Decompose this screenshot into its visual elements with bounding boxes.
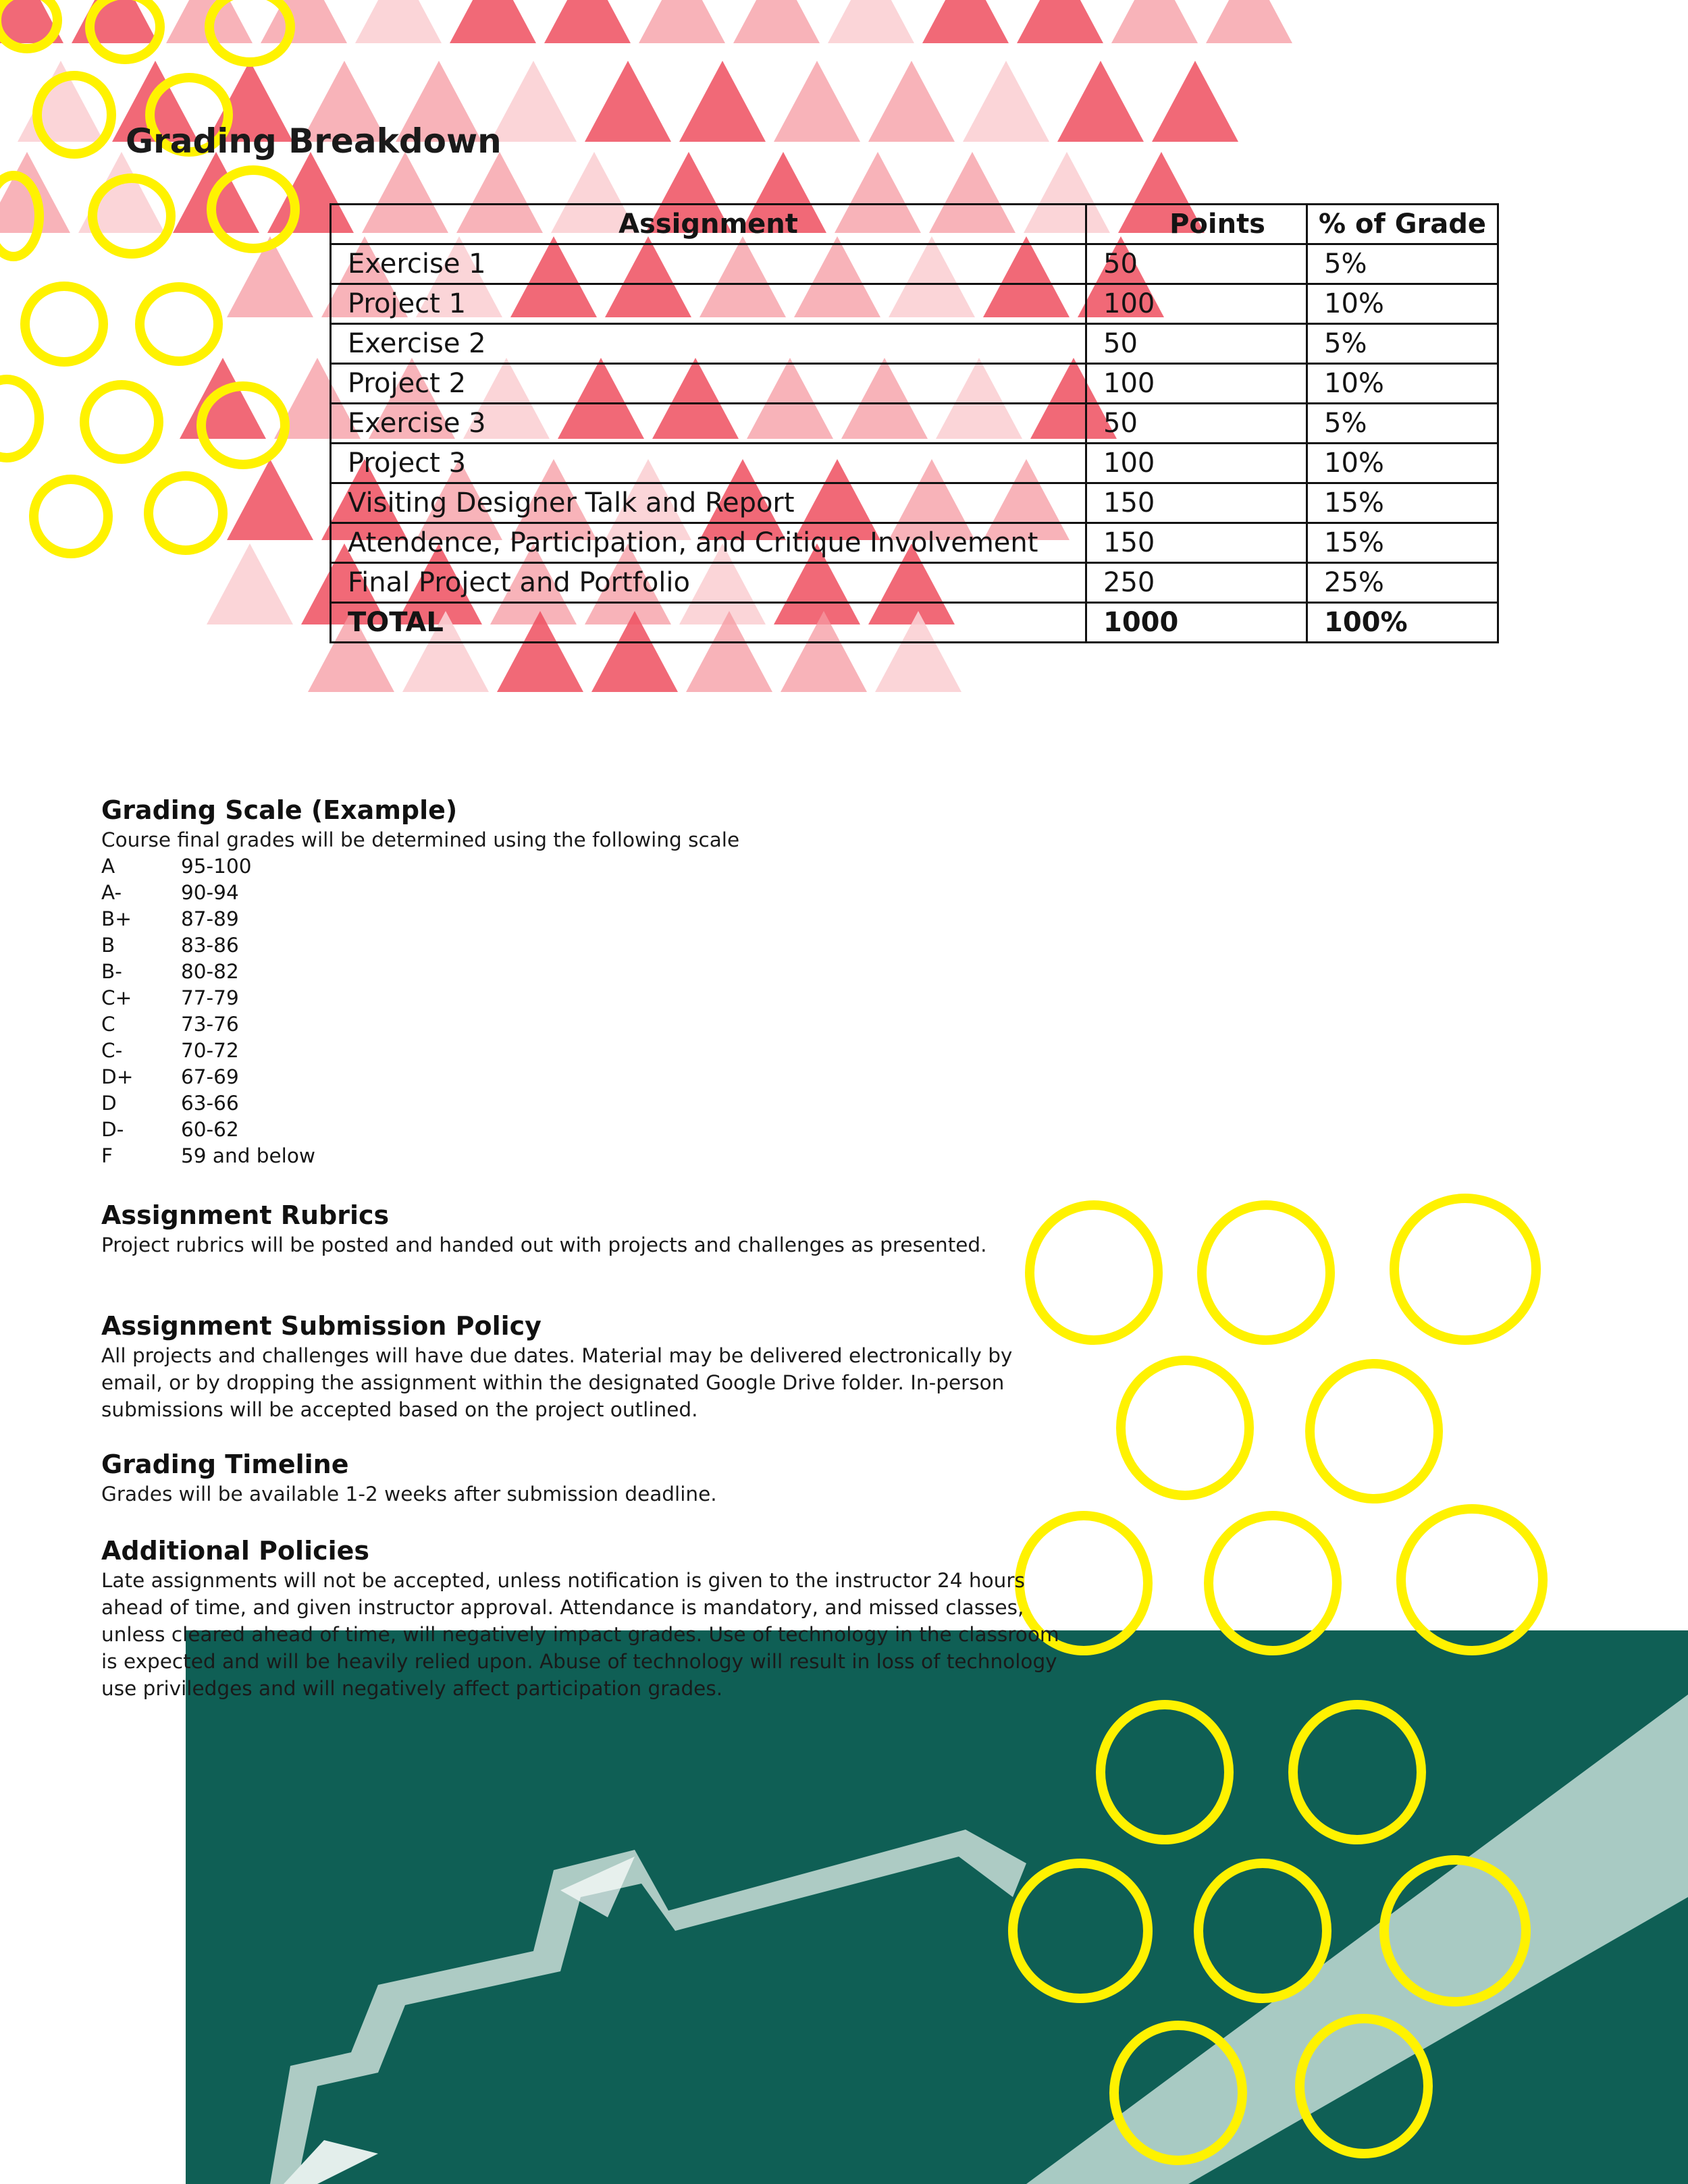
cell-points: 100 xyxy=(1086,284,1307,324)
additional-policies-title: Additional Policies xyxy=(101,1536,370,1566)
yellow-circle-shape xyxy=(1401,1509,1543,1651)
header-assignment: Assignment xyxy=(331,205,1086,244)
cell-percent: 10% xyxy=(1307,284,1498,324)
cell-points: 50 xyxy=(1086,244,1307,284)
rubrics-section xyxy=(101,1199,1074,1258)
rubrics-body: Project rubrics will be posted and handed out with projects and challenges as presented. xyxy=(101,1233,987,1256)
list-item xyxy=(101,959,1074,985)
list-item xyxy=(101,932,1074,959)
grading-breakdown-table xyxy=(329,203,1499,643)
cell-assignment: Final Project and Portfolio xyxy=(331,563,1086,603)
triangle-shape xyxy=(355,0,442,43)
grade-range: 60-62 xyxy=(181,1118,239,1141)
grade-letter: A- xyxy=(101,881,122,904)
triangle-shape xyxy=(733,0,820,43)
table-total-row xyxy=(331,603,1498,643)
grade-range: 73-76 xyxy=(181,1013,239,1036)
grade-range: 80-82 xyxy=(181,960,239,983)
triangle-shape xyxy=(639,0,725,43)
triangle-shape xyxy=(490,61,577,142)
grade-letter: C xyxy=(101,1013,115,1036)
grade-range: 90-94 xyxy=(181,881,239,904)
list-item xyxy=(101,1038,1074,1064)
yellow-circle-shape xyxy=(1121,1360,1249,1495)
grading-timeline-section xyxy=(101,1448,1074,1508)
grade-letter: D+ xyxy=(101,1065,134,1088)
list-item xyxy=(101,1143,1074,1169)
cell-points: 250 xyxy=(1086,563,1307,603)
list-item xyxy=(101,1117,1074,1143)
submission-policy-section xyxy=(101,1310,1074,1423)
triangle-shape xyxy=(1152,61,1238,142)
grade-letter: C+ xyxy=(101,986,132,1009)
grade-range: 77-79 xyxy=(181,986,239,1009)
additional-policies-body: Late assignments will not be accepted, unless notification is given to the instructor 24 hours ahead of time, and given instructor approval. Attendance is mandatory, and missed classes, unless cleared ahead of time, will negatively impact grades. Use of technology in the classroom is expected and will be heavily relied upon. Abuse of technology will result in loss of technology use priviledges and will negatively affect participation grades. xyxy=(101,1569,1059,1700)
grading-scale-title: Grading Scale (Example) xyxy=(101,795,458,825)
grading-scale-intro: Course final grades will be determined using the following scale xyxy=(101,828,740,851)
grade-range: 63-66 xyxy=(181,1092,239,1115)
grade-letter: C- xyxy=(101,1039,123,1062)
cell-points: 100 xyxy=(1086,364,1307,404)
cell-assignment: Project 1 xyxy=(331,284,1086,324)
cell-percent: 10% xyxy=(1307,444,1498,483)
triangle-shape xyxy=(1111,0,1198,43)
grade-letter: A xyxy=(101,855,115,878)
triangle-shape xyxy=(227,459,313,540)
triangle-shape xyxy=(828,0,914,43)
cell-points: 150 xyxy=(1086,483,1307,523)
yellow-circle-shape xyxy=(34,479,108,554)
grade-letter: B+ xyxy=(101,907,132,930)
submission-policy-body: All projects and challenges will have due dates. Material may be delivered electronically by email, or by dropping the assignment within the designated Google Drive folder. In-person submissions will be accepted based on the project outlined. xyxy=(101,1344,1013,1421)
list-item xyxy=(101,880,1074,906)
triangle-shape xyxy=(1206,0,1292,43)
grade-range: 83-86 xyxy=(181,934,239,957)
triangle-shape xyxy=(963,61,1049,142)
yellow-circle-shape xyxy=(149,476,223,550)
table-header-row xyxy=(331,205,1498,244)
cell-assignment: Project 2 xyxy=(331,364,1086,404)
triangle-shape xyxy=(544,0,631,43)
cell-percent: 5% xyxy=(1307,324,1498,364)
grade-range: 95-100 xyxy=(181,855,252,878)
cell-assignment: Exercise 3 xyxy=(331,404,1086,444)
cell-percent: 5% xyxy=(1307,244,1498,284)
list-item xyxy=(101,985,1074,1011)
yellow-circle-shape xyxy=(140,287,218,361)
yellow-circle-shape xyxy=(84,385,159,459)
triangle-shape xyxy=(1057,61,1144,142)
triangle-shape xyxy=(1017,0,1103,43)
table-row xyxy=(331,284,1498,324)
list-item xyxy=(101,1011,1074,1038)
cell-assignment: Visiting Designer Talk and Report xyxy=(331,483,1086,523)
cell-assignment: Atendence, Participation, and Critique Involvement xyxy=(331,523,1086,563)
grade-range: 70-72 xyxy=(181,1039,239,1062)
header-percent: % of Grade xyxy=(1307,205,1498,244)
list-item xyxy=(101,1090,1074,1117)
yellow-circle-shape xyxy=(1310,1364,1438,1499)
list-item xyxy=(101,853,1074,880)
cell-points: 50 xyxy=(1086,324,1307,364)
grading-timeline-title: Grading Timeline xyxy=(101,1449,349,1479)
grade-range: 87-89 xyxy=(181,907,239,930)
triangle-shape xyxy=(679,61,766,142)
yellow-circle-shape xyxy=(1394,1198,1536,1340)
triangle-shape xyxy=(180,358,266,439)
triangle-shape xyxy=(72,0,158,43)
grade-letter: B- xyxy=(101,960,122,983)
triangle-shape xyxy=(585,61,671,142)
grade-letter: B xyxy=(101,934,115,957)
grade-letter: D- xyxy=(101,1118,124,1141)
grade-letter: D xyxy=(101,1092,117,1115)
cell-points: 100 xyxy=(1086,444,1307,483)
table-row xyxy=(331,364,1498,404)
cell-percent: 15% xyxy=(1307,483,1498,523)
list-item xyxy=(101,1064,1074,1090)
additional-policies-section xyxy=(101,1535,1074,1702)
yellow-circle-shape xyxy=(25,286,103,362)
cell-assignment: Project 3 xyxy=(331,444,1086,483)
grade-range: 67-69 xyxy=(181,1065,239,1088)
grading-breakdown-title: Grading Breakdown xyxy=(126,122,502,161)
header-points: Points xyxy=(1086,205,1307,244)
cell-percent: 10% xyxy=(1307,364,1498,404)
cell-points: 50 xyxy=(1086,404,1307,444)
yellow-circle-shape xyxy=(0,379,39,458)
triangle-shape xyxy=(450,0,536,43)
table-row xyxy=(331,523,1498,563)
yellow-circle-shape xyxy=(1202,1205,1330,1340)
list-item xyxy=(101,906,1074,932)
total-label: TOTAL xyxy=(331,603,1086,643)
table-row xyxy=(331,324,1498,364)
triangle-shape xyxy=(207,543,293,624)
cell-assignment: Exercise 1 xyxy=(331,244,1086,284)
cell-assignment: Exercise 2 xyxy=(331,324,1086,364)
cell-percent: 15% xyxy=(1307,523,1498,563)
submission-policy-title: Assignment Submission Policy xyxy=(101,1311,542,1341)
triangle-shape xyxy=(18,61,104,142)
grade-range: 59 and below xyxy=(181,1144,316,1167)
cell-percent: 5% xyxy=(1307,404,1498,444)
table-row xyxy=(331,404,1498,444)
grading-timeline-body: Grades will be available 1-2 weeks after submission deadline. xyxy=(101,1483,717,1506)
grade-letter: F xyxy=(101,1144,113,1167)
table-row xyxy=(331,244,1498,284)
table-row xyxy=(331,444,1498,483)
cell-percent: 25% xyxy=(1307,563,1498,603)
triangle-shape xyxy=(922,0,1009,43)
cell-points: 150 xyxy=(1086,523,1307,563)
rubrics-title: Assignment Rubrics xyxy=(101,1200,390,1230)
total-points: 1000 xyxy=(1086,603,1307,643)
table-row xyxy=(331,483,1498,523)
triangle-shape xyxy=(774,61,860,142)
grading-scale-list xyxy=(101,853,1074,1169)
grading-scale-section xyxy=(101,794,1074,1169)
triangle-shape xyxy=(261,0,347,43)
table-row xyxy=(331,563,1498,603)
total-percent: 100% xyxy=(1307,603,1498,643)
triangle-shape xyxy=(868,61,955,142)
